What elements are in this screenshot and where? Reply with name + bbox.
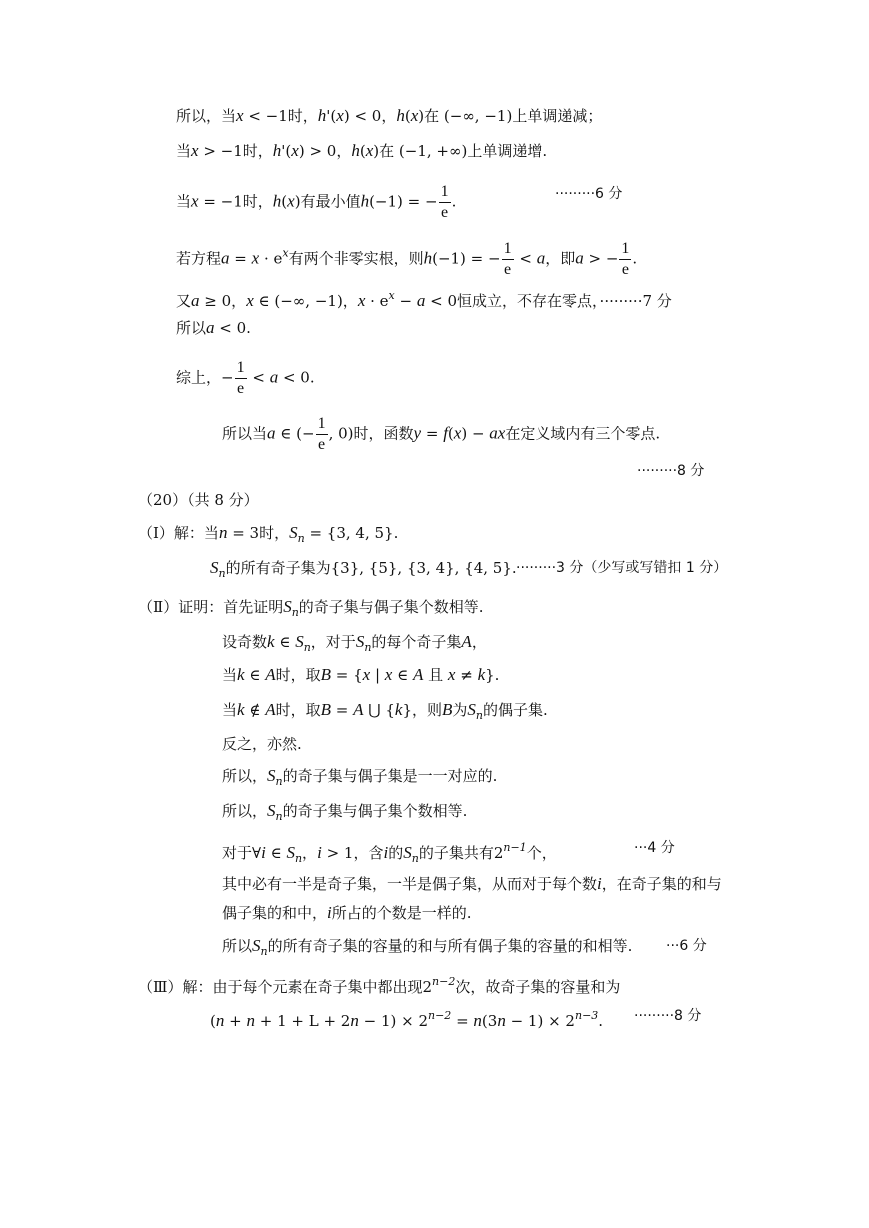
line-increasing: 当x > −1时，h'(x) > 0，h(x)在 (−1, +∞)上单调递增.	[176, 141, 548, 160]
line-no-zero: 又a ≥ 0，x ∈ (−∞, −1)，$x \cdot e^x - a < 0$恒成立，不存在零点，·········7 分	[176, 289, 672, 310]
line-summary: 综上，− $\frac{1}{e}$ < a < 0.	[176, 359, 315, 397]
part-2-equal-count: 所以，$S_n$的奇子集与偶子集个数相等.	[222, 801, 468, 823]
score-8-q19: ·········8 分	[637, 463, 705, 479]
part-2-line: （Ⅱ）证明：首先证明$S_n$的奇子集与偶子集个数相等.	[138, 597, 484, 619]
score-3: ·········3 分（少写或写错扣 1 分）	[516, 560, 728, 576]
score-8-q20: ·········8 分	[634, 1008, 702, 1024]
part-2-bijection: 所以，$S_n$的奇子集与偶子集是一一对应的.	[222, 766, 498, 788]
part-2-same-count: 偶子集的和中，i所占的个数是一样的.	[222, 903, 472, 922]
part-1-line: （Ⅰ）解：当n = 3时，$S_n = \{3$, 4, 5}.	[138, 523, 399, 545]
problem-20-header: （20）（共 8 分）	[138, 491, 259, 509]
line-decreasing: 所以，当x < −1时，h'(x) < 0，h(x)在 (−∞, −1)上单调递减；	[176, 106, 603, 125]
score-6: ·········6 分	[555, 186, 623, 202]
line-conclusion: 所以当a ∈ (− $\frac{1}{e}$ , 0)时，函数y = f(x) − ax在定义域内有三个零点.	[222, 415, 661, 453]
part-2-conclusion: 所以$S_n$的所有奇子集的容量的和与所有偶子集的容量的和相等.	[222, 936, 633, 958]
line-a-negative: 所以a < 0.	[176, 318, 251, 337]
part-2-setup: 设奇数k ∈ $S_n$，对于$S_n$的每个奇子集A，	[222, 632, 487, 654]
score-6-q20: ···6 分	[666, 938, 707, 954]
part-3-line: （Ⅲ）解：由于每个元素在奇子集中都出现$2^{n-2}$次，故奇子集的容量和为	[138, 975, 621, 996]
part-2-case-in: 当k ∈ A时，取B = {x | x ∈ A 且 x ≠ k}.	[222, 665, 500, 684]
line-equation-roots: 若方程$a = x \cdot e^x$有两个非零实根，则h(−1) = − $\frac{1}{e}$ < a，即a > − $\frac{1}{e}$ .	[176, 240, 638, 278]
part-1-odd-subsets: $S_n$的所有奇子集为{3}, {5}, {3, 4}, {4, 5}.	[210, 558, 517, 580]
part-2-case-notin: 当k ∉ A时，取B = A ⋃ {k}，则B为$S_n$的偶子集.	[222, 700, 548, 722]
line-minimum: 当x = −1时，h(x)有最小值h(−1) = − $\frac{1}{e}$ .	[176, 183, 457, 221]
part-2-converse: 反之，亦然.	[222, 735, 302, 753]
part-2-half: 其中必有一半是奇子集，一半是偶子集，从而对于每个数i，在奇子集的和与	[222, 874, 722, 893]
part-3-formula: $(n + n + 1 + L + 2n - 1) \times 2^{n-2} = n(3n - 1) \times 2^{n-3}$.	[210, 1009, 604, 1030]
score-4: ···4 分	[634, 840, 675, 856]
part-2-count-subsets: 对于∀i ∈ $S_n$，i > 1，含i的$S_n$的子集共有$2^{n-1}$个，	[222, 841, 557, 865]
